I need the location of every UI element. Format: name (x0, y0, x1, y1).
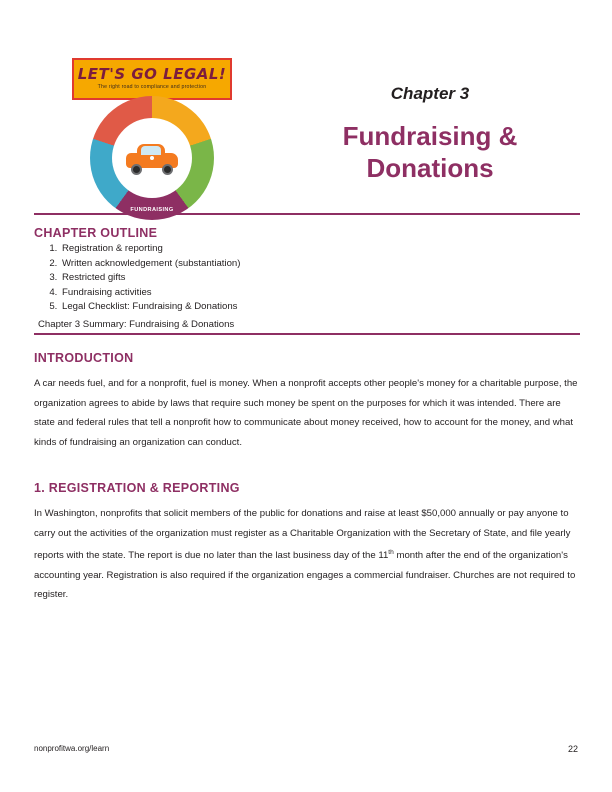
page-header (34, 48, 580, 213)
page-title-line-1: Fundraising & (342, 121, 518, 151)
page-title-line-2: Donations (366, 153, 494, 183)
page-number: 22 (567, 744, 578, 754)
introduction-heading: INTRODUCTION (34, 351, 134, 365)
car-wheel-right (162, 164, 173, 175)
logo-banner-title: LET'S GO LEGAL! (77, 65, 227, 84)
chapter-outline-list (34, 242, 580, 315)
footer-url: nonprofitwa.org/learn (34, 744, 110, 753)
list-item: 4. Fundraising activities (60, 286, 580, 301)
header-divider (34, 213, 580, 215)
list-item: 1. Registration & reporting (60, 242, 580, 257)
registration-text-part-2: month after the end of the organization's accounting year. Registration is also required if the organization engages a commercial fundraiser. Churches are not required to register. (34, 550, 576, 601)
wheel-hub (112, 118, 192, 198)
logo-banner-tagline: The right road to compliance and protection (97, 84, 207, 91)
list-item: 2. Written acknowledgement (substantiation) (60, 257, 580, 272)
car-wheel-left (131, 164, 142, 175)
registration-heading: 1. REGISTRATION & REPORTING (34, 481, 240, 495)
chapter-label: Chapter 3 (390, 84, 470, 103)
logo-banner (72, 58, 232, 100)
car-window (141, 146, 161, 155)
chapter-summary-line: Chapter 3 Summary: Fundraising & Donations (38, 319, 235, 330)
introduction-paragraph: A car needs fuel, and for a nonprofit, fuel is money. When a nonprofit accepts other people's money for a charitable purpose, the organization agrees to abide by laws that require such money be spent on the purposes for which it was intended. There are state and federal rules that tell a nonprofit how to communicate about money received, how to account for the money, and what kinds of fundraising an organization can conduct. (34, 378, 578, 448)
registration-text-part-1: In Washington, nonprofits that solicit members of the public for donations and raise at least $50,000 annually or pay anyone to carry out the activities of the organization must register as a Charitable Organization with the Secretary of State, and file yearly reports with the state. The report is due no later than the last business day of the 11 (34, 508, 571, 562)
page-title (280, 120, 580, 184)
outline-divider (34, 333, 580, 335)
lets-go-legal-logo (62, 48, 242, 213)
color-wheel-icon (90, 96, 214, 220)
list-item: 5. Legal Checklist: Fundraising & Donations (60, 300, 580, 315)
wheel-segment-label: FUNDRAISING (130, 207, 174, 213)
registration-paragraph (34, 504, 580, 605)
chapter-outline-heading: CHAPTER OUTLINE (34, 226, 158, 240)
ordinal-suffix: th (388, 549, 394, 556)
car-icon (126, 143, 178, 173)
list-item: 3. Restricted gifts (60, 271, 580, 286)
